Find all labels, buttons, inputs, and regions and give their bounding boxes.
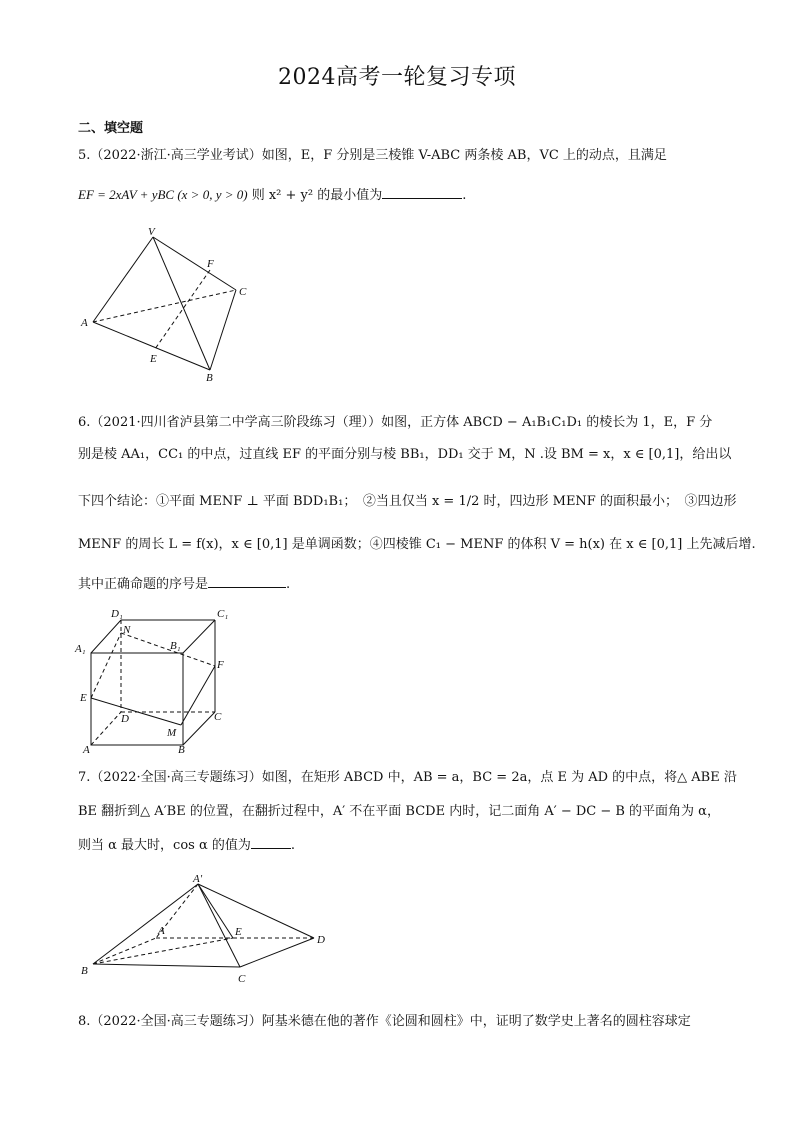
q6-line-5: 其中正确命题的序号是 . bbox=[78, 577, 291, 592]
label-B: B bbox=[178, 744, 185, 756]
label-F: F bbox=[217, 659, 224, 671]
edge-CD bbox=[240, 938, 314, 967]
segment-EF bbox=[155, 270, 210, 349]
edge-B1C1 bbox=[183, 620, 215, 653]
segment-NF bbox=[121, 633, 215, 666]
section-heading: 二、填空题 bbox=[78, 121, 144, 136]
q6-line-3: 下四个结论：①平面 MENF ⊥ 平面 BDD₁B₁； ②当且仅当 x = 1/2 时，四边形 MENF 的面积最小； ③四边形 bbox=[78, 494, 737, 509]
label-E: E bbox=[80, 692, 87, 704]
edge-AC bbox=[93, 290, 236, 322]
q5-line-1: 5.（2022·浙江·高三学业考试）如图，E，F 分别是三棱锥 V-ABC 两条棱 AB，VC 上的动点，且满足 bbox=[78, 148, 667, 163]
label-A: A bbox=[83, 744, 90, 756]
edge-BC bbox=[183, 712, 215, 745]
q6-question-text: 其中正确命题的序号是 bbox=[78, 577, 209, 592]
label-C1: C₁ bbox=[217, 608, 229, 620]
label-A: A bbox=[158, 925, 165, 937]
edge-CB bbox=[210, 290, 236, 370]
q7-question-text: 则当 α 最大时，cos α 的值为 bbox=[78, 838, 251, 853]
q7-fold-figure bbox=[78, 868, 338, 988]
label-A: A bbox=[81, 317, 88, 329]
label-E: E bbox=[235, 926, 242, 938]
answer-blank bbox=[382, 186, 462, 199]
q5-tetrahedron-figure bbox=[80, 225, 260, 385]
answer-blank bbox=[208, 575, 286, 588]
label-C: C bbox=[238, 973, 246, 985]
label-B: B bbox=[206, 372, 213, 384]
q7-line-3: 则当 α 最大时，cos α 的值为 . bbox=[78, 838, 296, 853]
label-Ap: A′ bbox=[193, 873, 203, 885]
label-D: D bbox=[121, 713, 129, 725]
label-N: N bbox=[123, 624, 131, 636]
q8-line-1: 8.（2022·全国·高三专题练习）阿基米德在他的著作《论圆和圆柱》中，证明了数学史上著名的圆柱容球定 bbox=[78, 1014, 691, 1029]
label-E: E bbox=[150, 353, 157, 365]
edge-BE bbox=[93, 938, 233, 964]
segment-MF bbox=[181, 666, 215, 725]
label-C: C bbox=[239, 286, 247, 298]
q6-line-2: 别是棱 AA₁，CC₁ 的中点，过直线 EF 的平面分别与棱 BB₁，DD₁ 交于 M，N .设 BM = x，x ∈ [0,1]，给出以 bbox=[78, 447, 732, 462]
edge-ApC bbox=[198, 884, 240, 967]
label-F: F bbox=[207, 258, 214, 270]
segment-EN bbox=[91, 633, 121, 698]
q7-line-2: BE 翻折到△ A′BE 的位置，在翻折过程中，A′ 不在平面 BCDE 内时，记二面角 A′ − DC − B 的平面角为 α， bbox=[78, 804, 720, 819]
label-M: M bbox=[167, 727, 177, 739]
label-C: C bbox=[214, 711, 222, 723]
label-B1: B₁ bbox=[170, 640, 181, 652]
edge-VC bbox=[153, 237, 236, 290]
edge-AD bbox=[91, 712, 121, 745]
q6-line-1: 6.（2021·四川省泸县第二中学高三阶段练习（理））如图，正方体 ABCD − A₁B₁C₁D₁ 的棱长为 1，E，F 分 bbox=[78, 415, 713, 430]
edge-VA bbox=[93, 237, 153, 322]
label-D: D bbox=[317, 934, 325, 946]
q7-line-1: 7.（2022·全国·高三专题练习）如图，在矩形 ABCD 中，AB = a，BC = 2a，点 E 为 AD 的中点，将△ ABE 沿 bbox=[78, 770, 737, 785]
q5-line-2: EF = 2xAV + yBC (x > 0, y > 0) 则 x² + y² 的最小值为 . bbox=[78, 187, 467, 203]
edge-BC bbox=[93, 964, 240, 967]
q6-line-4: MENF 的周长 L = f(x)，x ∈ [0,1] 是单调函数；④四棱锥 C₁ − MENF 的体积 V = h(x) 在 x ∈ [0,1] 上先减后增. bbox=[78, 537, 756, 552]
edge-ApB bbox=[93, 884, 198, 964]
edge-A1D1 bbox=[91, 620, 121, 653]
q6-cube-figure bbox=[75, 605, 245, 755]
label-B: B bbox=[81, 965, 88, 977]
label-V: V bbox=[148, 226, 155, 238]
page-title: 2024高考一轮复习专项 bbox=[278, 65, 516, 90]
q5-formula: EF = 2xAV + yBC (x > 0, y > 0) bbox=[78, 187, 248, 202]
q5-question-text: 则 x² + y² 的最小值为 bbox=[251, 188, 383, 203]
edge-BA bbox=[93, 938, 156, 964]
label-A1: A₁ bbox=[75, 643, 86, 655]
label-D1: D₁ bbox=[111, 608, 123, 620]
answer-blank bbox=[251, 836, 291, 849]
